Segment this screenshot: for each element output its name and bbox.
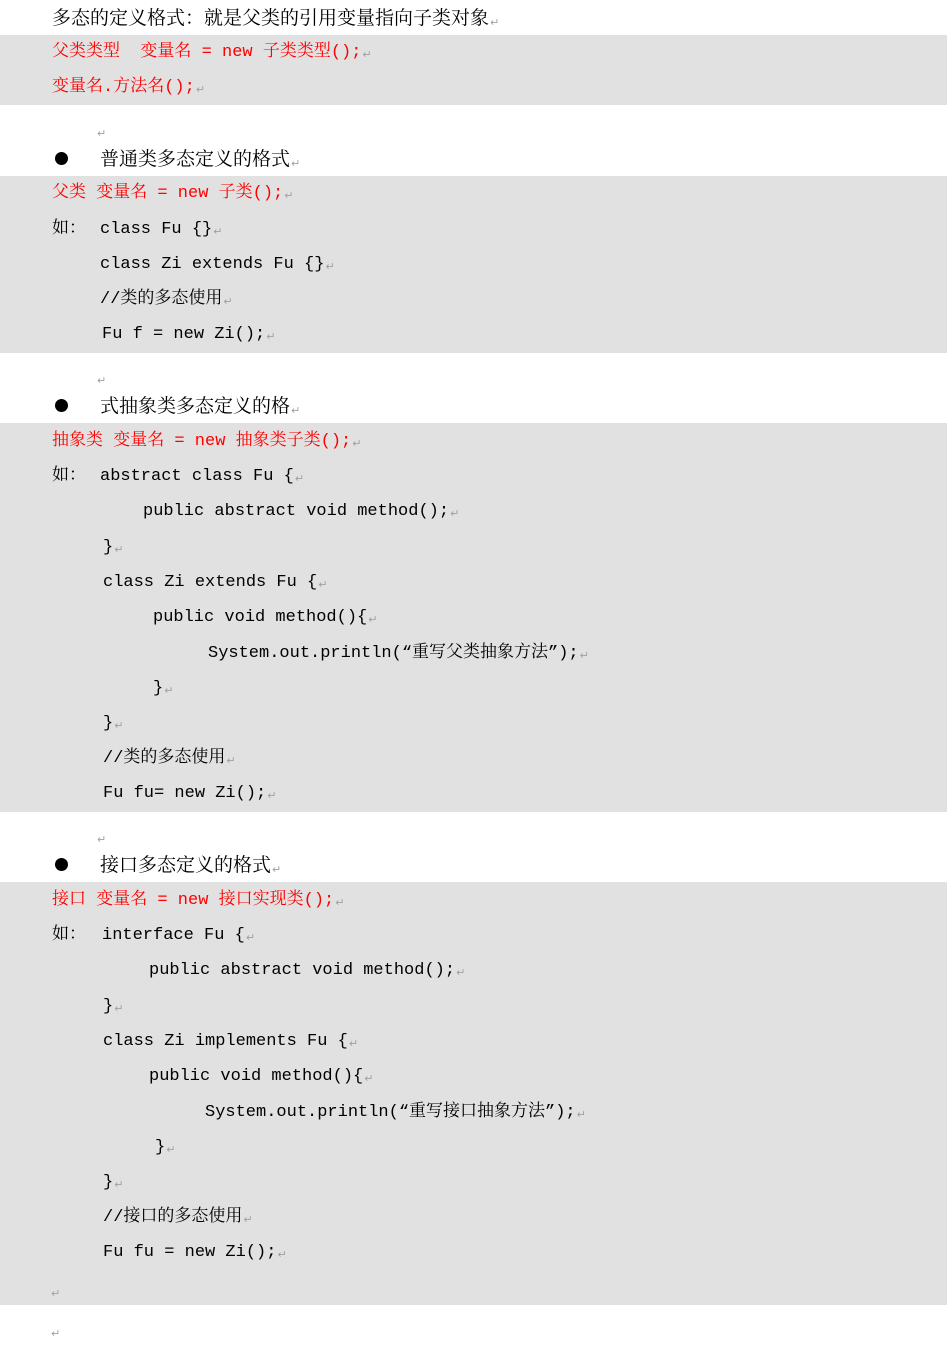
interface-syntax: 接口 变量名 = new 接口实现类();↵ bbox=[52, 891, 345, 910]
code-line: class Zi extends Fu {}↵ bbox=[100, 255, 335, 274]
interface-section-title: 接口多态定义的格式↵ bbox=[100, 854, 282, 876]
abstract-section-title: 式抽象类多态定义的格↵ bbox=[100, 395, 301, 417]
ordinary-example-prefix: 如： bbox=[52, 220, 86, 239]
code-line: }↵ bbox=[103, 1173, 124, 1192]
page-heading: 多态的定义格式：就是父类的引用变量指向子类对象↵ bbox=[52, 7, 500, 29]
code-line: }↵ bbox=[155, 1138, 176, 1157]
code-line: public void method(){↵ bbox=[153, 608, 378, 627]
code-line: class Zi extends Fu {↵ bbox=[103, 573, 328, 592]
code-line: class Fu {}↵ bbox=[100, 220, 223, 239]
bullet-icon bbox=[55, 152, 68, 165]
code-line: }↵ bbox=[103, 997, 124, 1016]
empty-paragraph-mark: ↵ bbox=[51, 1327, 61, 1340]
code-comment: //接口的多态使用↵ bbox=[103, 1208, 253, 1227]
code-line: Fu fu = new Zi();↵ bbox=[103, 1243, 287, 1262]
code-line: System.out.println(“重写接口抽象方法”);↵ bbox=[205, 1103, 586, 1122]
code-line: System.out.println(“重写父类抽象方法”);↵ bbox=[208, 644, 589, 663]
general-syntax-line-2: 变量名.方法名();↵ bbox=[52, 78, 206, 97]
ordinary-section-title: 普通类多态定义的格式↵ bbox=[100, 148, 301, 170]
code-comment: //类的多态使用↵ bbox=[100, 290, 233, 309]
bullet-icon bbox=[55, 858, 68, 871]
code-line: }↵ bbox=[103, 538, 124, 557]
interface-example-prefix: 如： bbox=[52, 926, 86, 945]
abstract-syntax: 抽象类 变量名 = new 抽象类子类();↵ bbox=[52, 432, 362, 451]
code-line: public abstract void method();↵ bbox=[149, 961, 466, 980]
ordinary-syntax: 父类 变量名 = new 子类();↵ bbox=[52, 184, 294, 203]
abstract-example-prefix: 如： bbox=[52, 467, 86, 486]
code-line: class Zi implements Fu {↵ bbox=[103, 1032, 359, 1051]
code-line: public void method(){↵ bbox=[149, 1067, 374, 1086]
code-line: abstract class Fu {↵ bbox=[100, 467, 305, 486]
code-line: }↵ bbox=[153, 679, 174, 698]
empty-paragraph-mark: ↵ bbox=[97, 374, 107, 387]
general-syntax-line-1: 父类类型 变量名 = new 子类类型();↵ bbox=[52, 43, 372, 62]
empty-paragraph-mark: ↵ bbox=[51, 1287, 61, 1300]
empty-paragraph-mark: ↵ bbox=[97, 833, 107, 846]
code-line: Fu fu= new Zi();↵ bbox=[103, 784, 277, 803]
bullet-icon bbox=[55, 399, 68, 412]
code-line: Fu f = new Zi();↵ bbox=[102, 325, 276, 344]
empty-paragraph-mark: ↵ bbox=[97, 127, 107, 140]
code-line: }↵ bbox=[103, 714, 124, 733]
code-comment: //类的多态使用↵ bbox=[103, 749, 236, 768]
code-line: interface Fu {↵ bbox=[102, 926, 256, 945]
code-line: public abstract void method();↵ bbox=[143, 502, 460, 521]
